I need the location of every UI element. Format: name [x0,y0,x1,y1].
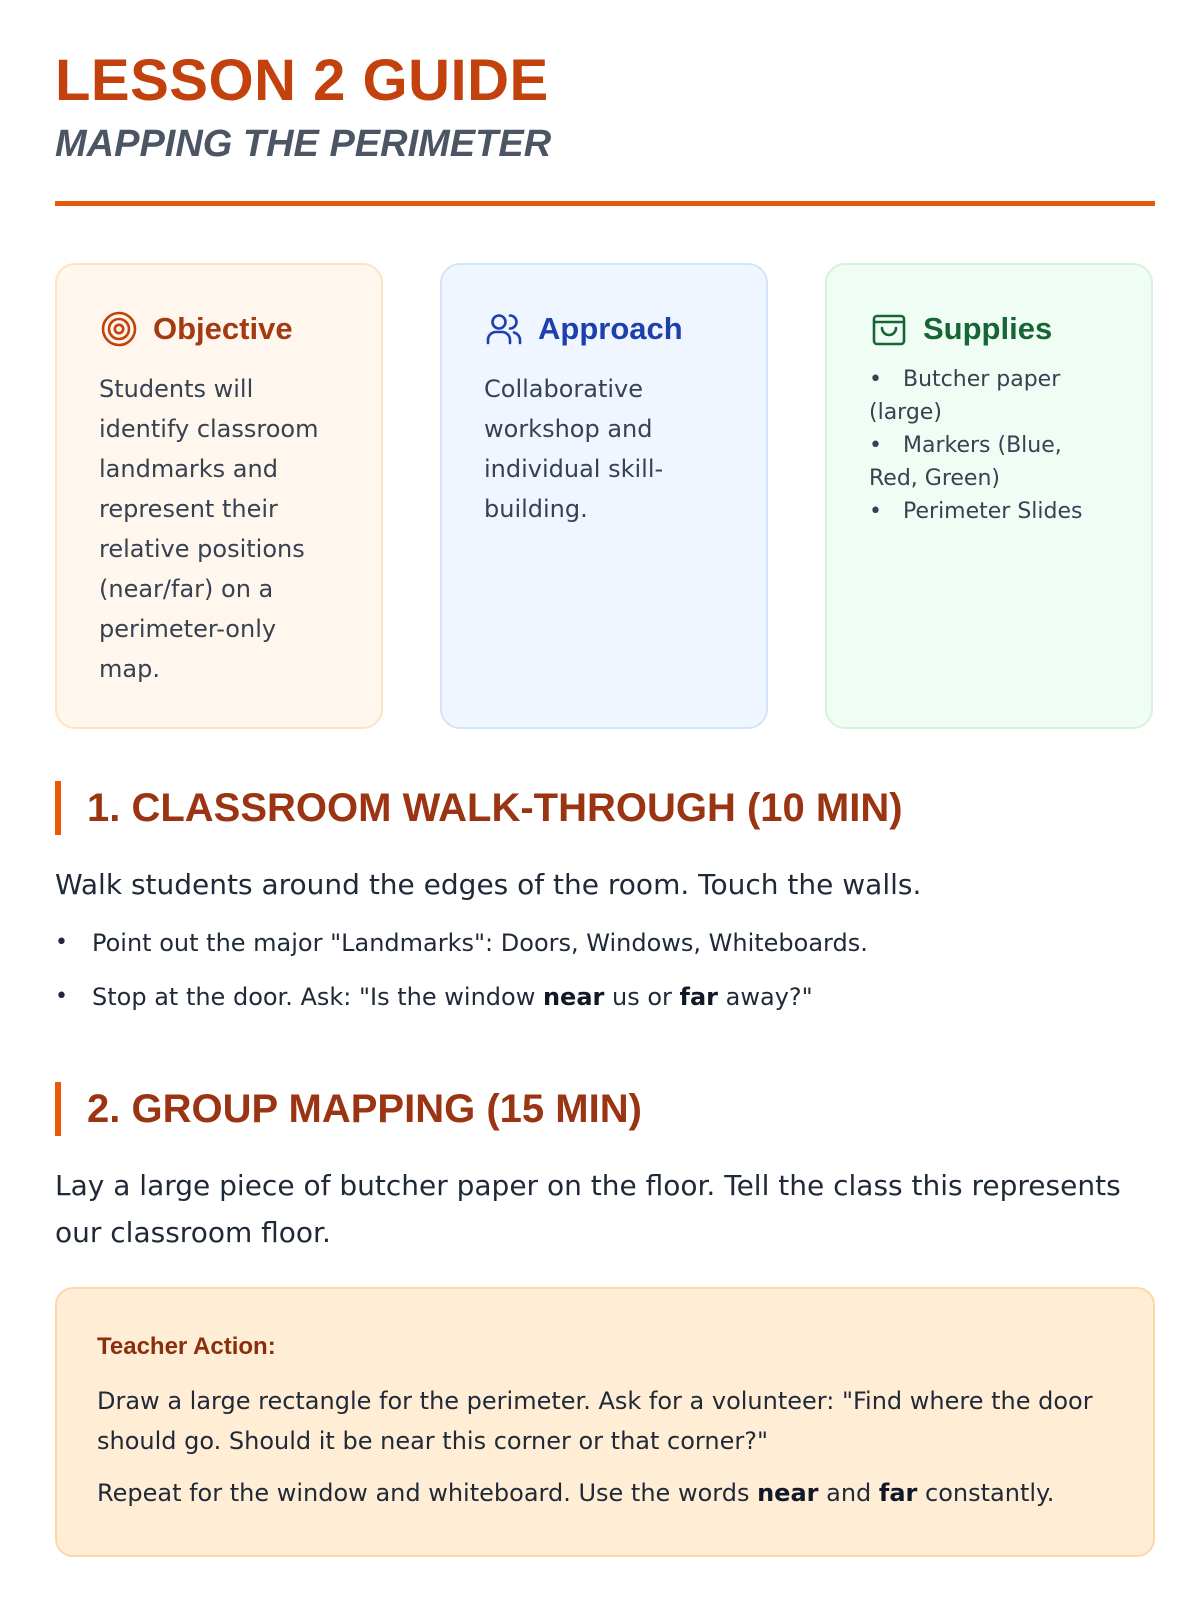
page-subtitle: MAPPING THE PERIMETER [55,123,552,165]
emphasis-far: far [878,1479,918,1507]
section-1-bullets [55,916,1155,1024]
approach-card-header [484,309,728,349]
approach-card [440,263,768,729]
approach-text: Collaborative workshop and individual skill-building. [484,375,664,523]
users-icon [484,309,524,349]
bullet-text: us or [604,983,680,1011]
section-accent-bar [55,781,61,835]
callout-title: Teacher Action: [97,1333,276,1360]
shopping-bag-icon [869,309,909,349]
list-item [55,970,1155,1024]
emphasis-near: near [757,1479,819,1507]
teacher-action-callout [55,1287,1155,1557]
objective-text: Students will identify classroom landmarks and represent their relative positions (near/far) on a perimeter-only map. [99,375,319,683]
supply-item-text: Markers (Blue, Red, Green) [869,433,1062,491]
target-icon [99,309,139,349]
objective-title: Objective [153,311,293,346]
supplies-card-header [869,309,1113,349]
emphasis-far: far [679,983,719,1011]
page-title: LESSON 2 GUIDE [55,48,549,113]
section-2-intro: Lay a large piece of butcher paper on the floor. Tell the class this represents our classroom floor. [55,1169,1121,1249]
info-cards [55,263,1155,729]
callout-text: and [818,1479,879,1507]
objective-card [55,263,383,729]
supplies-list [869,363,1113,528]
section-1-title: 1. CLASSROOM WALK-THROUGH (10 MIN) [87,785,903,830]
section-2-header [55,1081,642,1137]
callout-line-2 [97,1473,1113,1513]
objective-card-header [99,309,343,349]
supply-item-text: Butcher paper (large) [869,367,1061,425]
supplies-card [825,263,1153,729]
emphasis-near: near [542,983,605,1011]
callout-text: Repeat for the window and whiteboard. Use the words [97,1479,758,1507]
approach-title: Approach [538,311,683,346]
list-item: • Point out the major "Landmarks": Doors, Windows, Whiteboards. [55,916,1155,970]
section-2-title: 2. GROUP MAPPING (15 MIN) [87,1086,642,1131]
section-accent-bar [55,1082,61,1136]
callout-line-1: Draw a large rectangle for the perimeter. Ask for a volunteer: "Find where the door should go. Should it be near this corner or that corner?" [97,1387,1093,1455]
bullet-text: away?" [718,983,813,1011]
supplies-title: Supplies [923,311,1053,346]
section-1-header [55,780,903,836]
section-1-intro: Walk students around the edges of the room. Touch the walls. [55,868,922,901]
supply-item: • Butcher paper (large) [869,367,1061,425]
header-divider [55,201,1155,206]
supply-item-text: Perimeter Slides [903,499,1083,524]
bullet-text: Stop at the door. Ask: "Is the window [92,983,543,1011]
callout-text: constantly. [917,1479,1055,1507]
supply-item: • Perimeter Slides [869,499,1083,524]
supply-item: • Markers (Blue, Red, Green) [869,433,1062,491]
